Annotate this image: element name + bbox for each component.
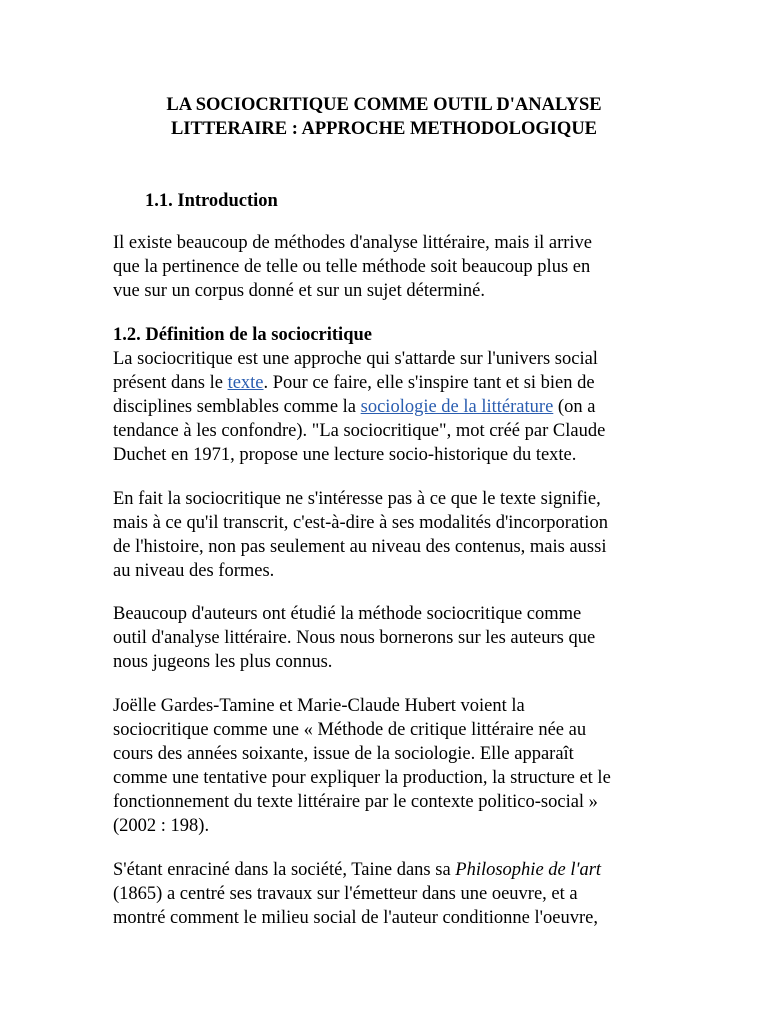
definition-text: présent dans le xyxy=(113,373,228,393)
title-line-2: LITTERAIRE : APPROCHE METHODOLOGIQUE xyxy=(170,119,598,139)
title-line-1: LA SOCIOCRITIQUE COMME OUTIL D'ANALYSE xyxy=(166,95,602,115)
definition-line xyxy=(113,395,673,419)
paragraph-line: montré comment le milieu social de l'auteur conditionne l'oeuvre, xyxy=(113,908,598,928)
definition-text: disciplines semblables comme la xyxy=(113,397,361,417)
book-title-philosophie-de-l-art: Philosophie de l'art xyxy=(455,860,602,880)
definition-text: . Pour ce faire, elle s'inspire tant et si bien de xyxy=(263,373,595,393)
intro-line: que la pertinence de telle ou telle méthode soit beaucoup plus en xyxy=(113,257,591,277)
paragraph-gardes-tamine xyxy=(113,694,673,838)
paragraph-line: cours des années soixante, issue de la sociologie. Elle apparaît xyxy=(113,744,574,764)
paragraph-line: de l'histoire, non pas seulement au niveau des contenus, mais aussi xyxy=(113,537,607,557)
paragraph-line: (2002 : 198). xyxy=(113,816,210,836)
paragraph-line: nous jugeons les plus connus. xyxy=(113,652,333,672)
definition-line: Duchet en 1971, propose une lecture socio-historique du texte. xyxy=(113,445,577,465)
definition-line xyxy=(113,371,673,395)
paragraph-line: (1865) a centré ses travaux sur l'émetteur dans une oeuvre, et a xyxy=(113,884,578,904)
paragraph-line xyxy=(113,858,673,882)
paragraph-line: fonctionnement du texte littéraire par le contexte politico-social » xyxy=(113,792,598,812)
intro-paragraph xyxy=(113,231,673,303)
definition-line: tendance à les confondre). "La sociocritique", mot créé par Claude xyxy=(113,421,606,441)
paragraph-line: comme une tentative pour expliquer la production, la structure et le xyxy=(113,768,611,788)
paragraph-line: sociocritique comme une « Méthode de critique littéraire née au xyxy=(113,720,587,740)
section-heading-introduction: 1.1. Introduction xyxy=(145,191,278,211)
link-sociologie-litterature[interactable]: sociologie de la littérature xyxy=(360,397,554,417)
taine-text: S'étant enraciné dans la société, Taine dans sa xyxy=(113,860,456,880)
definition-line: La sociocritique est une approche qui s'attarde sur l'univers social xyxy=(113,349,598,369)
paragraph-line: En fait la sociocritique ne s'intéresse pas à ce que le texte signifie, xyxy=(113,489,601,509)
intro-line: vue sur un corpus donné et sur un sujet déterminé. xyxy=(113,281,485,301)
section-heading-definition: 1.2. Définition de la sociocritique xyxy=(113,325,372,345)
paragraph-line: Joëlle Gardes-Tamine et Marie-Claude Hubert voient la xyxy=(113,696,525,716)
intro-line: Il existe beaucoup de méthodes d'analyse littéraire, mais il arrive xyxy=(113,233,593,253)
paragraph-line: outil d'analyse littéraire. Nous nous bornerons sur les auteurs que xyxy=(113,628,596,648)
paragraph-line: mais à ce qu'il transcrit, c'est-à-dire à ses modalités d'incorporation xyxy=(113,513,608,533)
link-texte[interactable]: texte xyxy=(227,373,264,393)
paragraph-auteurs xyxy=(113,602,673,674)
paragraph-line: Beaucoup d'auteurs ont étudié la méthode sociocritique comme xyxy=(113,604,582,624)
document-title xyxy=(0,93,768,141)
paragraph-line: au niveau des formes. xyxy=(113,561,275,581)
definition-paragraph xyxy=(113,347,673,467)
paragraph-taine xyxy=(113,858,673,930)
definition-text: (on a xyxy=(553,397,596,417)
paragraph-en-fait xyxy=(113,487,673,583)
